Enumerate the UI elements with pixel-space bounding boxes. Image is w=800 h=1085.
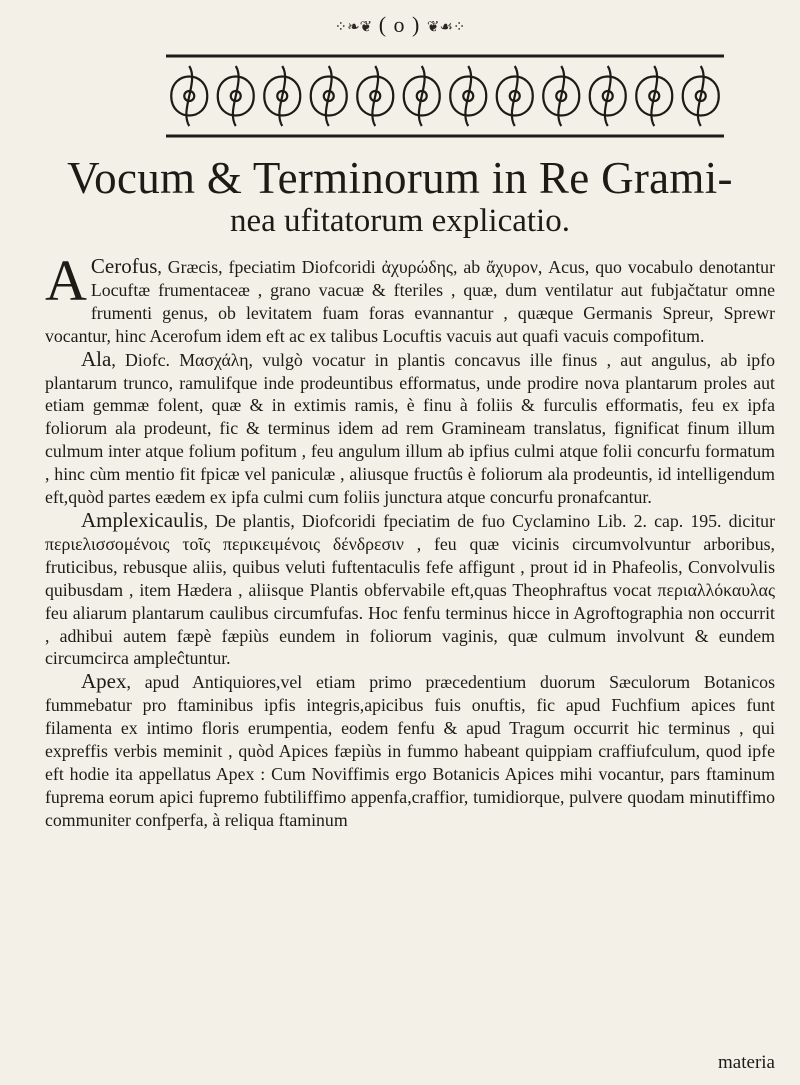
page-subtitle: nea ufitatorum explicatio. bbox=[230, 203, 570, 239]
body-text bbox=[45, 248, 775, 832]
drop-cap: A bbox=[45, 248, 87, 313]
paragraph-amplexicaulis bbox=[45, 509, 775, 670]
decorative-headpiece-icon bbox=[166, 52, 724, 140]
catchword: materia bbox=[718, 1052, 775, 1073]
page-title: Vocum & Terminorum in Re Grami- bbox=[67, 153, 733, 203]
term-ala: Ala bbox=[81, 346, 112, 371]
definition-apex: , apud Antiquiores,vel etiam primo præcedentium duorum Sæculorum Botanicos fummebatur pro ftaminibus ipfis integris,apicibus fuis onuftis, fic apud Fuchfium apices funt filamenta ex intimo floris erumpentia, eodem fenfu & apud Tragum occurrit hic terminus , qui expreffis verbis meminit , quòd Apices fæpiùs in fummo habeant quippiam craffiufculum, quod ipfe eft hodie ita appellatus Apex : Cum Noviffimis ergo Botanicis Apices mihi vocantur, pars ftaminum fuprema eorum apici fupremo fubtiliffimo appenfa,craffior, tumidiorque, pulvere quodam minutiffimo communiter confperfa, à reliqua ftaminum bbox=[45, 672, 775, 830]
definition-acerosus: , Græcis, fpeciatim Diofcoridi ἀχυρώδης, ab ἄχυρον, Acus, quo vocabulo denotantur Locuftæ frumentaceæ , grano vacuæ & fteriles , quæ, dum ventilatur aut fubjačtatur omne frumenti genus, ob levitatem fuam foras evannantur , quæque Germanis Spreur, Sprewr vocantur, hinc Acerofum idem eft ac ex talibus Locuftis vacuis aut quafi vacuis compofitum. bbox=[45, 257, 775, 346]
paragraph-apex bbox=[45, 670, 775, 831]
page-number bbox=[0, 12, 800, 38]
term-acerosus: Cerofus bbox=[90, 254, 158, 278]
definition-amplexicaulis: , De plantis, Diofcoridi fpeciatim de fuo Cyclamino Lib. 2. cap. 195. dicitur περιελισσομένοις τοῖς περικειμένοις δένδρεσιν , feu quæ vicinis circumvolvuntur arboribus, fruticibus, rebusque aliis, quibus veluti fuftentaculis fefe affigunt , prout id in Phafeolis, Convolvulis quibusdam , item Hædera , aliisque Plantis obfervabile eft,quas Theophraftus vocat περιαλλόκαυλας feu aliarum plantarum caulibus circumfufas. Hoc fenfu terminus hicce in Agroftographia non occurrit , adhibui autem fæpè fæpiùs eundem in foliorum vaginis, quæ culmum involvunt & eundem circumcirca ampleĉtuntur. bbox=[45, 510, 775, 669]
paragraph-acerosus bbox=[45, 248, 775, 348]
term-apex: Apex bbox=[81, 669, 127, 694]
page-number-text: ( o ) bbox=[378, 12, 421, 37]
right-ornament-icon: ❦☙⁘ bbox=[426, 19, 466, 36]
term-amplexicaulis: Amplexicaulis bbox=[81, 507, 204, 532]
left-ornament-icon: ⁘❧❦ bbox=[334, 19, 373, 36]
paragraph-ala bbox=[45, 348, 775, 509]
definition-ala: , Diofc. Μασχάλη, vulgò vocatur in plantis concavus ille finus , aut angulus, ab ipfo plantarum trunco, ramulifque inde prodeuntibus efformatus, unde prodire nova plantarum proles aut etiam gemmæ folent, quæ & in extimis ramis, è finu à foliis & furculis efformatis, feu ex ipfa foliorum ala prodeunt, fic & terminus idem ad rem Gramineam translatus, fignificat finum illum culmum inter atque folium pofitum , feu angulum illum ab ipfius culmi atque folii concurfu formatum , hinc cùm mentio fit fpicæ vel paniculæ , aliusque fructûs è foliorum ala prodeuntis, id intelligendum eft,quòd partes eædem ex ipfa culmi cum foliis junctura atque concurfu pronafcantur. bbox=[45, 349, 775, 508]
